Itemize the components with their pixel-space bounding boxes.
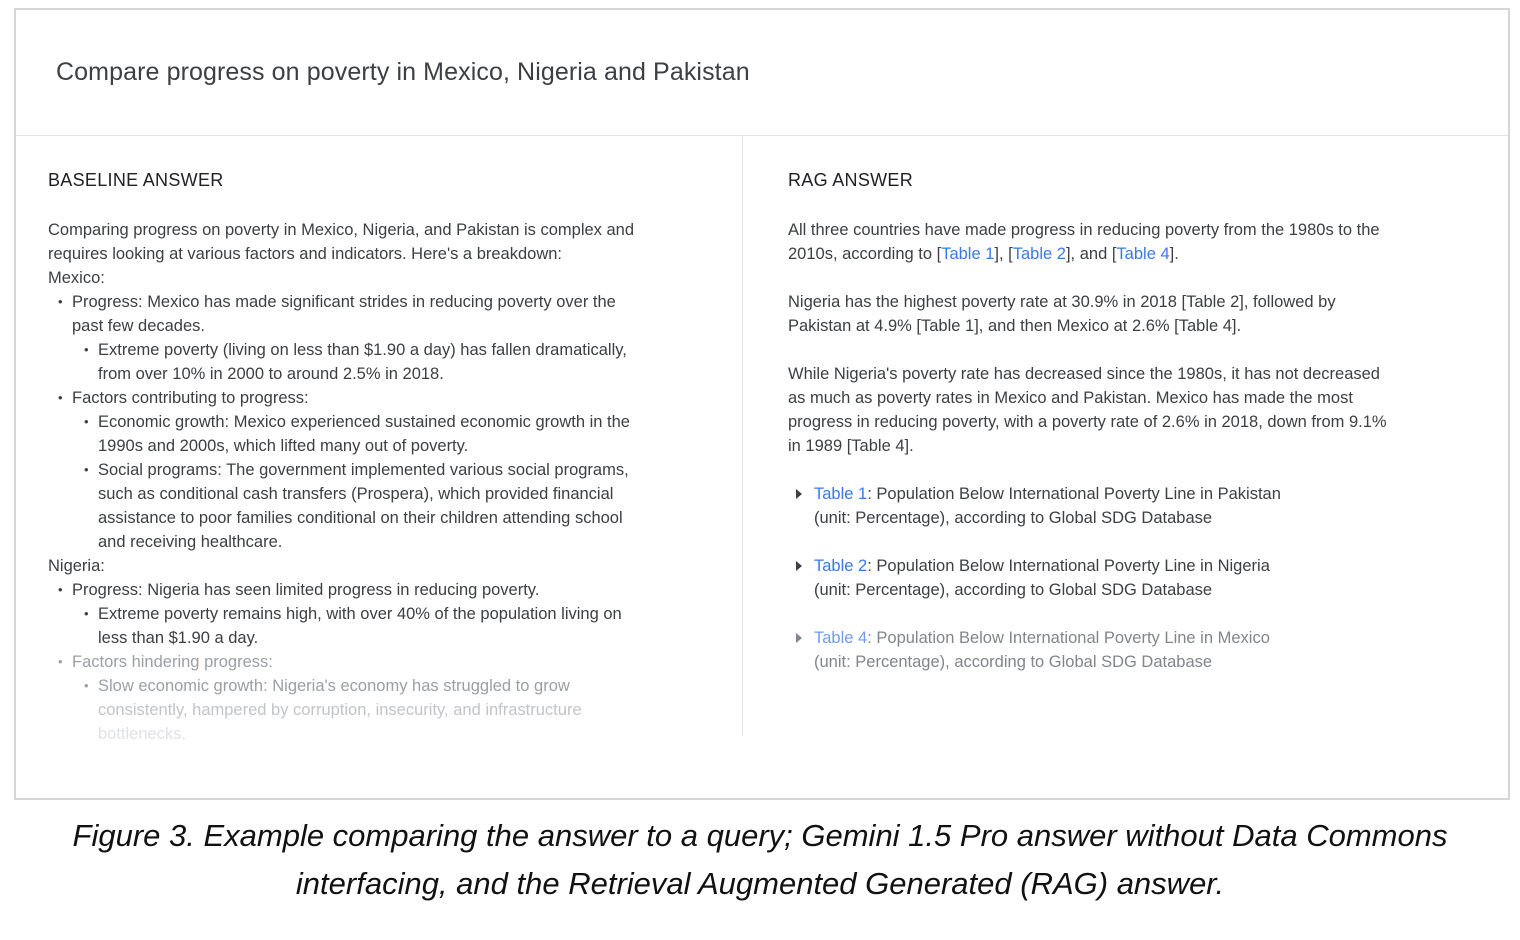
list-item: • Factors contributing to progress: [48, 386, 688, 410]
bullet-icon: • [58, 390, 63, 405]
bullet-icon: • [58, 654, 63, 669]
baseline-title: BASELINE ANSWER [48, 170, 224, 190]
list-item: • Economic growth: Mexico experienced sustained economic growth in the 1990s and 2000s, which lifted many out of poverty. [48, 410, 688, 458]
table-reference-item[interactable]: Table 4: Population Below International Poverty Line in Mexico (unit: Percentage), according to Global SDG Database [788, 626, 1428, 674]
column-divider [742, 136, 743, 736]
baseline-intro-line: requires looking at various factors and indicators. Here's a breakdown: [48, 245, 562, 263]
table-ref-link[interactable]: Table 4 [814, 629, 868, 647]
expand-arrow-icon[interactable] [796, 489, 802, 499]
rag-paragraph: While Nigeria's poverty rate has decreased since the 1980s, it has not decreased as much as poverty rates in Mexico and Pakistan. Mexico has made the most progress in reducing poverty, with a poverty rate of 2.6% in 2018, down from 9.1% in 1989 [Table 4]. [788, 365, 1387, 455]
nigeria-heading: Nigeria: [48, 557, 105, 575]
figure-caption [0, 812, 1520, 908]
table-ref-link[interactable]: Table 1 [814, 485, 868, 503]
rag-answer-panel [788, 136, 1428, 698]
caption-line: Figure 3. Example comparing the answer to a query; Gemini 1.5 Pro answer without Data Commons [72, 818, 1448, 853]
baseline-answer-panel [48, 136, 688, 746]
rag-paragraph: All three countries have made progress in reducing poverty from the 1980s to the 2010s, according to [Table 1], [Table 2], and [Table 4]. [788, 221, 1380, 263]
baseline-intro-line: Comparing progress on poverty in Mexico, Nigeria, and Pakistan is complex and [48, 221, 635, 239]
query-bar [16, 10, 1508, 136]
list-item: • Slow economic growth: Nigeria's economy has struggled to grow consistently, hampered by corruption, insecurity, and infrastructure bottlenecks. [48, 674, 688, 746]
bullet-icon: • [84, 678, 89, 693]
table-reference-item[interactable]: Table 1: Population Below International Poverty Line in Pakistan (unit: Percentage), according to Global SDG Database [788, 482, 1428, 530]
table-2-link[interactable]: Table 2 [1012, 245, 1066, 263]
bullet-icon: • [84, 342, 89, 357]
bullet-icon: • [58, 582, 63, 597]
list-item: • Extreme poverty (living on less than $1.90 a day) has fallen dramatically, from over 10% in 2000 to around 2.5% in 2018. [48, 338, 688, 386]
bullet-icon: • [84, 414, 89, 429]
bullet-icon: • [84, 462, 89, 477]
table-reference-item[interactable]: Table 2: Population Below International Poverty Line in Nigeria (unit: Percentage), according to Global SDG Database [788, 554, 1428, 602]
bullet-icon: • [84, 606, 89, 621]
list-item: • Progress: Mexico has made significant strides in reducing poverty over the past few decades. [48, 290, 688, 338]
bullet-icon: • [58, 294, 63, 309]
expand-arrow-icon[interactable] [796, 633, 802, 643]
list-item: • Extreme poverty remains high, with over 40% of the population living on less than $1.90 a day. [48, 602, 688, 650]
rag-paragraph: Nigeria has the highest poverty rate at 30.9% in 2018 [Table 2], followed by Pakistan at 4.9% [Table 1], and then Mexico at 2.6% [Table 4]. [788, 293, 1336, 335]
rag-title: RAG ANSWER [788, 170, 914, 190]
table-1-link[interactable]: Table 1 [941, 245, 995, 263]
list-item: • Social programs: The government implemented various social programs, such as conditional cash transfers (Prospera), which provided financial assistance to poor families conditional on their children attending school and receiving healthcare. [48, 458, 688, 554]
caption-line: interfacing, and the Retrieval Augmented Generated (RAG) answer. [295, 866, 1225, 901]
mexico-heading: Mexico: [48, 269, 105, 287]
figure-frame [14, 8, 1510, 800]
table-4-link[interactable]: Table 4 [1116, 245, 1170, 263]
expand-arrow-icon[interactable] [796, 561, 802, 571]
query-text: Compare progress on poverty in Mexico, Nigeria and Pakistan [56, 58, 750, 86]
list-item: • Factors hindering progress: [48, 650, 688, 674]
table-ref-link[interactable]: Table 2 [814, 557, 868, 575]
list-item: • Progress: Nigeria has seen limited progress in reducing poverty. [48, 578, 688, 602]
